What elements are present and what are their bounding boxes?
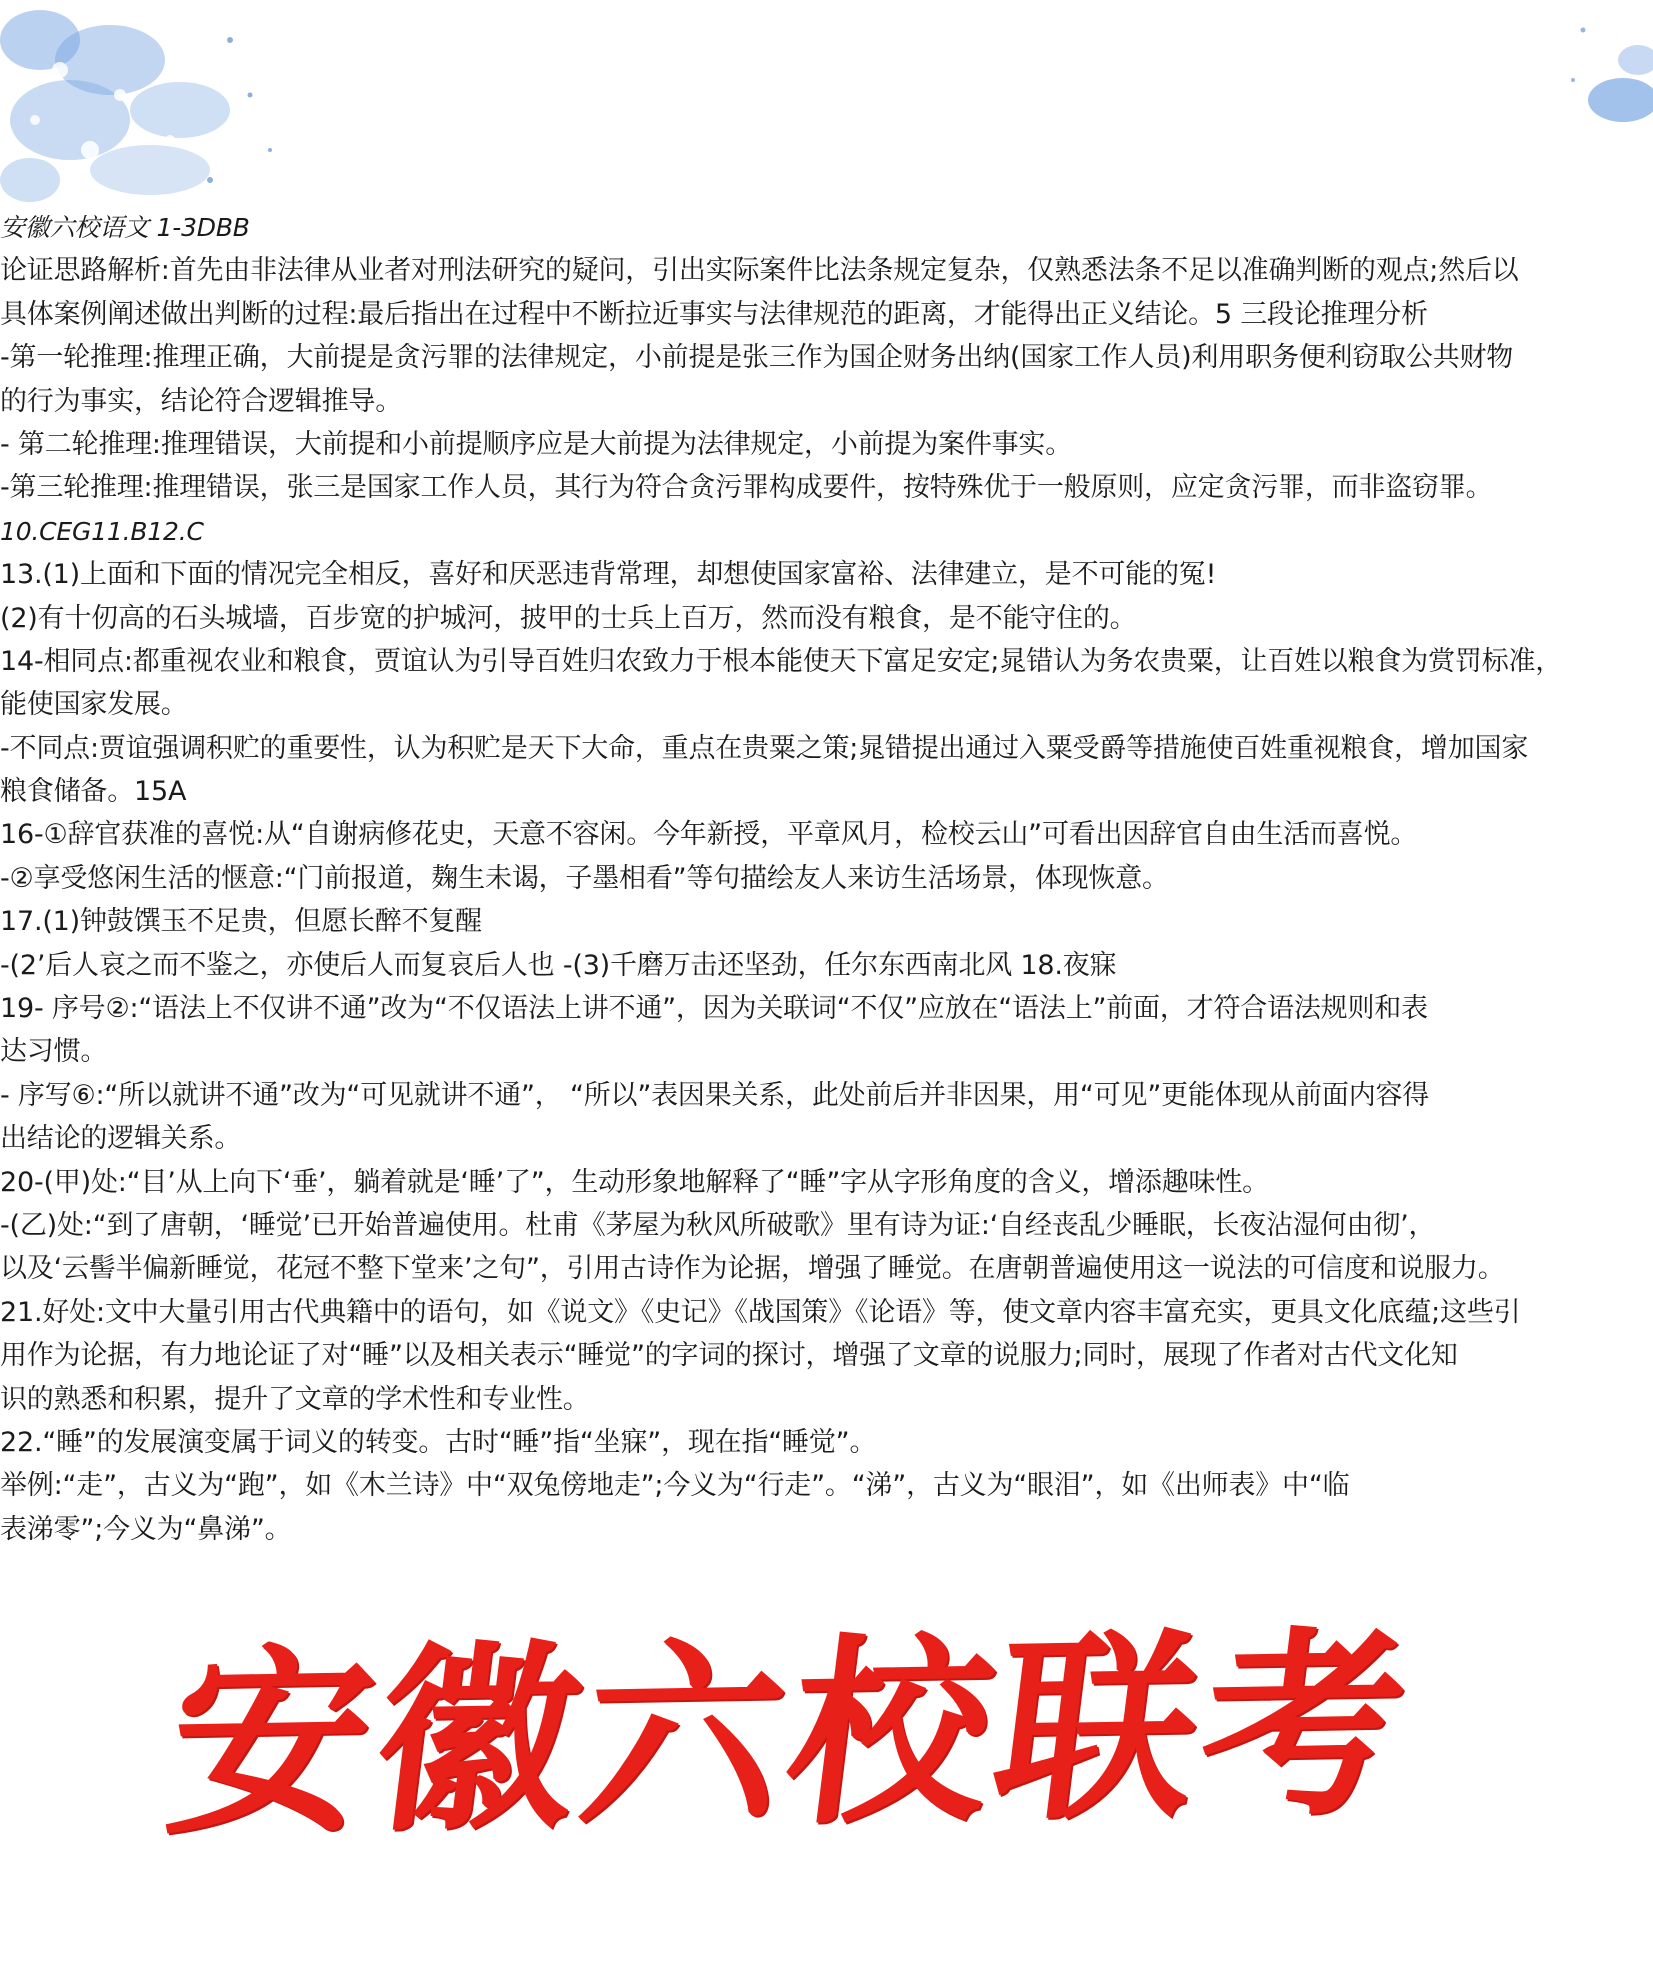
document-header: 安徽六校语文 1-3DBB — [0, 213, 250, 242]
answer-line: (2)有十仞高的石头城墙，百步宽的护城河，披甲的士兵上百万，然而没有粮食，是不能守住的。 — [0, 602, 1137, 634]
answer-line: -不同点:贾谊强调积贮的重要性，认为积贮是天下大命，重点在贵粟之策;晁错提出通过入粟受爵等措施使百姓重视粮食，增加国家 — [0, 732, 1529, 764]
answer-line: 出结论的逻辑关系。 — [0, 1123, 242, 1155]
handwritten-answer-line: 10.CEG11.B12.C — [0, 516, 204, 546]
answer-line: -②享受悠闲生活的惬意:“门前报道，麹生未谒，子墨相看”等句描绘友人来访生活场景，体现恢意。 — [0, 862, 1169, 894]
answer-line: 19- 序号②:“语法上不仅讲不通”改为“不仅语法上讲不通”，因为关联词“不仅”应放在“语法上”前面，才符合语法规则和表 — [0, 993, 1428, 1025]
answer-line: 论证思路解析:首先由非法律从业者对刑法研究的疑问，引出实际案件比法条规定复杂，仅熟悉法条不足以准确判断的观点;然后以 — [0, 255, 1519, 287]
answer-line: 20-(甲)处:“目’从上向下‘垂’，躺着就是‘睡’了”，生动形象地解释了“睡”字从字形角度的含义，增添趣味性。 — [0, 1166, 1269, 1198]
exam-banner — [40, 1606, 1540, 1863]
answer-line: 识的熟悉和积累，提升了文章的学术性和专业性。 — [0, 1383, 590, 1415]
answer-line: 以及‘云髻半偏新睡觉，花冠不整下堂来’之句”，引用古诗作为论据，增强了睡觉。在唐朝普遍使用这一说法的可信度和说服力。 — [0, 1253, 1505, 1285]
banner-title: 安徽六校联考 — [156, 1606, 1424, 1863]
corner-watercolor-decoration — [0, 0, 300, 220]
answer-key-document — [0, 206, 1653, 1551]
answer-line: 16-①辞官获准的喜悦:从“自谢病修花史，天意不容闲。今年新授，平章风月，检校云山”可看出因辞官自由生活而喜悦。 — [0, 819, 1418, 851]
answer-line: 22.“睡”的发展演变属于词义的转变。古时“睡”指“坐寐”，现在指“睡觉”。 — [0, 1426, 877, 1458]
answer-line: 的行为事实，结论符合逻辑推导。 — [0, 385, 402, 417]
answer-line: -(2’后人哀之而不鉴之，亦使后人而复哀后人也 -(3)千磨万击还坚劲，任尔东西南北风 18.夜寐 — [0, 949, 1117, 981]
answer-line: 用作为论据，有力地论证了对“睡”以及相关表示“睡觉”的字词的探讨，增强了文章的说服力;同时，展现了作者对古代文化知 — [0, 1340, 1458, 1372]
answer-line: -第三轮推理:推理错误，张三是国家工作人员，其行为符合贪污罪构成要件，按特殊优于一般原则，应定贪污罪，而非盗窃罪。 — [0, 472, 1493, 504]
answer-line: 具体案例阐述做出判断的过程:最后指出在过程中不断拉近事实与法律规范的距离，才能得出正义结论。5 三段论推理分析 — [0, 298, 1428, 330]
answer-line: - 序写⑥:“所以就讲不通”改为“可见就讲不通”， “所以”表因果关系，此处前后并非因果，用“可见”更能体现从前面内容得 — [0, 1079, 1430, 1111]
answer-line: 21.好处:文中大量引用古代典籍中的语句，如《说文》《史记》《战国策》《论语》等，使文章内容丰富充实，更具文化底蕴;这些引 — [0, 1296, 1521, 1328]
answer-line: 14-相同点:都重视农业和粮食，贾谊认为引导百姓归农致力于根本能使天下富足安定;晁错认为务农贵粟，让百姓以粮食为赏罚标准， — [0, 645, 1563, 677]
answer-line: 举例:“走”，古义为“跑”，如《木兰诗》中“双兔傍地走”;今义为“行走”。“涕”，古义为“眼泪”，如《出师表》中“临 — [0, 1470, 1350, 1502]
corner-watercolor-decoration-right — [1543, 0, 1653, 150]
answer-line: 粮食储备。15A — [0, 776, 187, 808]
answer-line: 达习惯。 — [0, 1036, 108, 1068]
answer-line: 表涕零”;今义为“鼻涕”。 — [0, 1513, 292, 1545]
answer-line: -(乙)处:“到了唐朝，‘睡觉’已开始普遍使用。杜甫《茅屋为秋风所破歌》里有诗为证:‘自经丧乱少睡眠，长夜沾湿何由彻’， — [0, 1209, 1436, 1241]
answer-line: 能使国家发展。 — [0, 689, 188, 721]
answer-line: 17.(1)钟鼓馔玉不足贵，但愿长醉不复醒 — [0, 906, 482, 938]
answer-line: -第一轮推理:推理正确，大前提是贪污罪的法律规定，小前提是张三作为国企财务出纳(国家工作人员)利用职务便利窃取公共财物 — [0, 342, 1514, 374]
answer-line: 13.(1)上面和下面的情况完全相反，喜好和厌恶违背常理，却想使国家富裕、法律建立，是不可能的冤! — [0, 559, 1217, 591]
answer-line: - 第二轮推理:推理错误，大前提和小前提顺序应是大前提为法律规定，小前提为案件事实。 — [0, 428, 1073, 460]
